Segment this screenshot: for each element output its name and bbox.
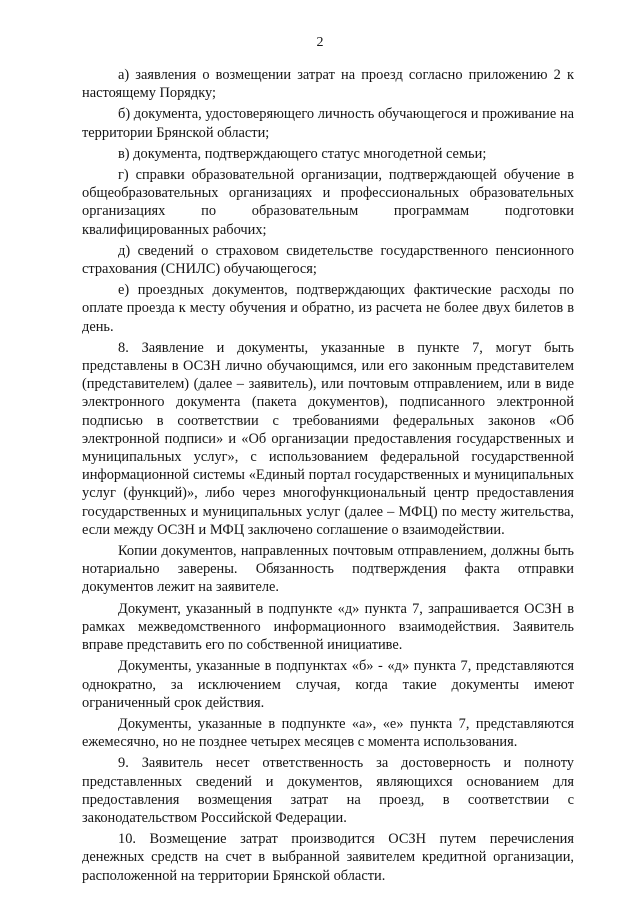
paragraph-copies: Копии документов, направленных почтовым отправлением, должны быть нотариально заверены. Обязанность подтверждения факта отправки документов лежит на заявителе. — [82, 543, 574, 596]
paragraph-v: в) документа, подтверждающего статус многодетной семьи; — [118, 145, 487, 162]
paragraph-document-d: Документ, указанный в подпункте «д» пункта 7, запрашивается ОСЗН в рамках межведомственного информационного взаимодействия. Заявитель вправе представить его по собственной инициативе. — [82, 600, 574, 654]
page-number: 2 — [316, 35, 324, 50]
document-body — [82, 66, 574, 885]
paragraph-a: а) заявления о возмещении затрат на проезд согласно приложению 2 к настоящему Порядку; — [82, 67, 574, 102]
paragraph-item-9: 9. Заявитель несет ответственность за достоверность и полноту представленных сведений и документов, являющихся основанием для предоставления возмещения затрат на проезд, в соответствии с законодательством Российской Федерации. — [82, 755, 574, 826]
paragraph-e: е) проездных документов, подтверждающих фактические расходы по оплате проезда к месту обучения и обратно, из расчета не более двух билетов в день. — [82, 282, 574, 335]
paragraph-documents-b-d: Документы, указанные в подпунктах «б» - «д» пункта 7, представляются однократно, за исключением случая, когда такие документы имеют ограниченный срок действия. — [82, 658, 574, 711]
paragraph-g: г) справки образовательной организации, подтверждающей обучение в общеобразовательных организациях и профессиональных образовательных организациях по образовательным программам подготовки квалифицированных рабочих; — [82, 167, 574, 238]
paragraph-item-8: 8. Заявление и документы, указанные в пункте 7, могут быть представлены в ОСЗН лично обучающимся, или его законным представителем (представителем) (далее – заявитель), или почтовым отправлением, или в виде электронного документа (пакета документов), подписанного электронной подписью в соответствии с требованиями федеральных законов «Об электронной подписи» и «Об организации предоставления государственных и муниципальных услуг», с использованием федеральной государственной информационной системы «Единый портал государственных и муниципальных услуг (функций)», либо через многофункциональный центр предоставления государственных и муниципальных услуг (далее – МФЦ) по месту жительства, если между ОСЗН и МФЦ заключено соглашение о взаимодействии. — [82, 339, 574, 538]
paragraph-item-10: 10. Возмещение затрат производится ОСЗН путем перечисления денежных средств на счет в выбранной заявителем кредитной организации, расположенной на территории Брянской области. — [82, 831, 574, 884]
paragraph-documents-a-e: Документы, указанные в подпункте «а», «е» пункта 7, представляются ежемесячно, но не позднее четырех месяцев с момента использования. — [82, 715, 574, 751]
paragraph-d: д) сведений о страховом свидетельстве государственного пенсионного страхования (СНИЛС) обучающегося; — [82, 242, 574, 278]
paragraph-b: б) документа, удостоверяющего личность обучающегося и проживание на территории Брянской области; — [82, 106, 574, 141]
